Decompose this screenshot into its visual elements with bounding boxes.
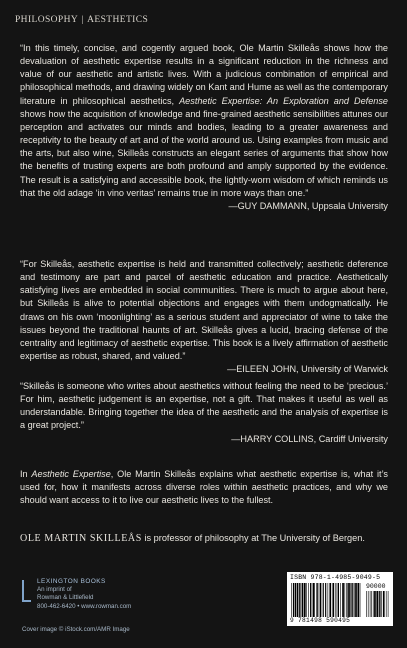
publisher-text	[37, 578, 131, 611]
category-separator: |	[81, 15, 84, 25]
category-aesthetics: AESTHETICS	[87, 15, 149, 25]
category-label	[15, 15, 148, 25]
book-description	[20, 468, 388, 507]
cover-image-credit: Cover image © iStock.com/AMR Image	[22, 626, 130, 633]
author-bio	[20, 532, 392, 545]
publisher-imprint-line: An imprint of	[37, 586, 72, 594]
price-code: 90000	[366, 583, 386, 590]
barcode-bars	[291, 583, 361, 617]
description-title-italic: Aesthetic Expertise	[31, 469, 111, 479]
book-title-italic: Aesthetic Expertise: An Exploration and Defense	[179, 95, 389, 106]
isbn-text: ISBN 978-1-4985-9049-5	[290, 574, 381, 581]
praise-quote-1	[20, 42, 388, 213]
praise-attribution-1: —GUY DAMMANN, Uppsala University	[228, 200, 388, 211]
quote-text-part: “In this timely, concise, and cogently argued book, Ole Martin Skilleås shows how the devaluation of aesthetic expertise results in a significant reduction in the richness and value of our aesthetic and artistic lives. With a judicious combination of empirical and philosophical methods, and drawing widely on Kant and Hume as well as the contemporary literature in philosophical aesthetics,	[20, 43, 388, 106]
praise-quote-1-text	[20, 42, 388, 200]
description-part: In	[20, 469, 32, 479]
category-philosophy: PHILOSOPHY	[15, 15, 78, 25]
praise-attribution-2: —EILEEN JOHN, University of Warwick	[227, 364, 388, 375]
praise-attribution-3: —HARRY COLLINS, Cardiff University	[231, 433, 388, 444]
description-part: , Ole Martin Skilleås explains what aesthetic expertise is, what it’s used for, how it manifests across diverse roles within aesthetic practices, and why we should want access to it to live our aesthetic lives to the fullest.	[20, 469, 388, 506]
barcode-digits: 9 781498 590495	[290, 617, 351, 624]
publisher-name: LEXINGTON BOOKS	[37, 578, 106, 585]
isbn-barcode	[287, 572, 393, 626]
praise-quote-3	[20, 380, 388, 446]
publisher-block	[22, 578, 131, 611]
quote-text-part: shows how the acquisition of knowledge and fine-grained aesthetic sensibilities attunes our perception and activates our minds and bodies, leading to a greater awareness and receptivity to the beauty of art and of the world around us. Using examples from music and the arts, but also wine, Skilleås constructs an elegant series of arguments that show how the benefits of trusting experts are both profound and amply supported by the evidence. The result is a satisfying and accessible book, the lightly-worn wisdom of which reminds us that the old adage ‘in vino veritas’ remains true in more ways than one.”	[20, 108, 388, 198]
publisher-parent: Rowman & Littlefield	[37, 594, 94, 602]
lexington-logo-icon	[22, 580, 32, 608]
price-barcode-bars	[366, 591, 389, 617]
author-name: OLE MARTIN SKILLEÅS	[20, 533, 142, 544]
praise-quote-2-text: “For Skilleås, aesthetic expertise is held and transmitted collectively; aesthetic deference and testimony are part and parcel of aesthetic education and practice. Aesthetically satisfying lives are embedded in social communities. There is much to argue about here, but Skilleås is alive to potential objections and engages with them undogmatically. He draws on his own ‘moonlighting’ as a serious student and appreciator of wine to take the issues beyond the traditional haunts of art. Skilleås gives a lucid, bracing defense of the centrality and legitimacy of aesthetic expertise. This book is a lively affirmation of aesthetic expertise as robust, shared, and valued.”	[20, 259, 388, 362]
praise-quote-2	[20, 258, 388, 376]
publisher-contact: 800-462-6420 • www.rowman.com	[37, 602, 132, 610]
praise-quote-3-text: “Skilleås is someone who writes about aesthetics without feeling the need to be ‘precious.’ For him, aesthetic judgement is an expertise, not a gift. That makes it useful as well as understandable. Bringing together the idea of the aesthetic and the analysis of expertise is a great project.”	[20, 381, 388, 431]
author-bio-text: is professor of philosophy at The University of Bergen.	[141, 533, 365, 543]
